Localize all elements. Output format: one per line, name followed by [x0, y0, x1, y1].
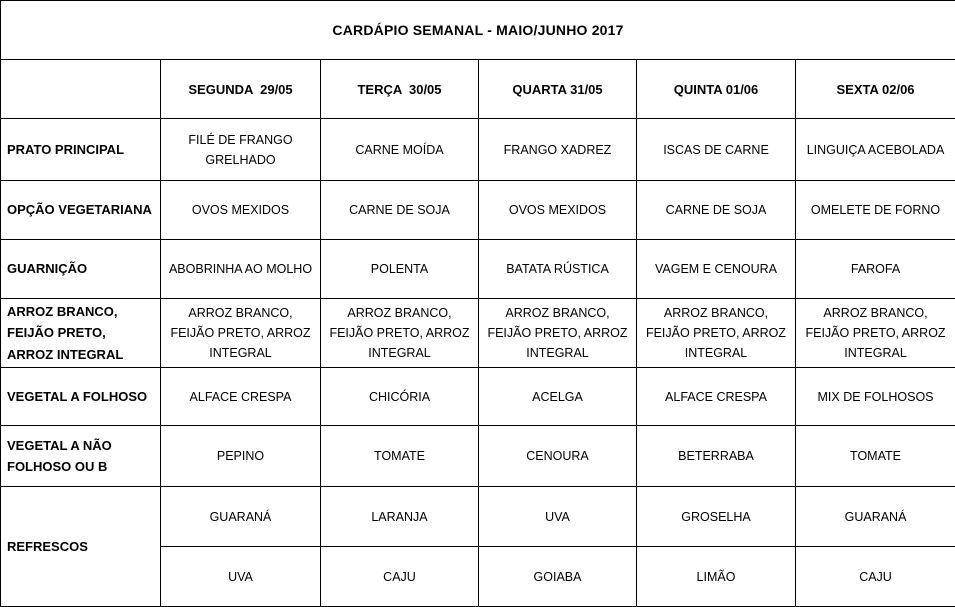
menu-cell: CARNE MOÍDA	[321, 119, 479, 181]
page-title: CARDÁPIO SEMANAL - MAIO/JUNHO 2017	[1, 1, 955, 60]
menu-cell: GOIABA	[479, 547, 637, 607]
row-vegetal-folhoso	[1, 368, 955, 426]
menu-cell: GUARANÁ	[161, 487, 321, 547]
menu-cell: LARANJA	[321, 487, 479, 547]
menu-cell: LINGUIÇA ACEBOLADA	[796, 119, 955, 181]
row-opcao-vegetariana	[1, 181, 955, 240]
menu-cell: CHICÓRIA	[321, 368, 479, 426]
row-label-vegetal-folhoso: VEGETAL A FOLHOSO	[1, 368, 161, 426]
menu-cell: CENOURA	[479, 426, 637, 487]
row-arroz-feijao	[1, 299, 955, 368]
menu-cell: GROSELHA	[637, 487, 796, 547]
menu-cell: FILÉ DE FRANGO GRELHADO	[161, 119, 321, 181]
day-header-quinta: QUINTA 01/06	[637, 60, 796, 119]
row-vegetal-nao-folhoso	[1, 426, 955, 487]
menu-cell: PEPINO	[161, 426, 321, 487]
row-label-opcao-vegetariana: OPÇÃO VEGETARIANA	[1, 181, 161, 240]
menu-cell: OMELETE DE FORNO	[796, 181, 955, 240]
menu-cell: UVA	[161, 547, 321, 607]
menu-cell: GUARANÁ	[796, 487, 955, 547]
menu-cell: ISCAS DE CARNE	[637, 119, 796, 181]
menu-cell: ABOBRINHA AO MOLHO	[161, 240, 321, 299]
menu-cell: ARROZ BRANCO, FEIJÃO PRETO, ARROZ INTEGRAL	[321, 299, 479, 368]
row-label-refrescos: REFRESCOS	[1, 487, 161, 607]
menu-cell: TOMATE	[321, 426, 479, 487]
menu-cell: UVA	[479, 487, 637, 547]
row-prato-principal	[1, 119, 955, 181]
menu-cell: BATATA RÚSTICA	[479, 240, 637, 299]
menu-cell: CAJU	[321, 547, 479, 607]
menu-cell: OVOS MEXIDOS	[161, 181, 321, 240]
corner-cell	[1, 60, 161, 119]
menu-cell: BETERRABA	[637, 426, 796, 487]
menu-cell: CARNE DE SOJA	[321, 181, 479, 240]
day-header-sexta: SEXTA 02/06	[796, 60, 955, 119]
menu-cell: ALFACE CRESPA	[637, 368, 796, 426]
menu-cell: ARROZ BRANCO, FEIJÃO PRETO, ARROZ INTEGRAL	[161, 299, 321, 368]
menu-cell: ACELGA	[479, 368, 637, 426]
menu-cell: CAJU	[796, 547, 955, 607]
menu-cell: ARROZ BRANCO, FEIJÃO PRETO, ARROZ INTEGRAL	[637, 299, 796, 368]
row-guarnicao	[1, 240, 955, 299]
menu-cell: FRANGO XADREZ	[479, 119, 637, 181]
day-header-segunda: SEGUNDA 29/05	[161, 60, 321, 119]
row-label-guarnicao: GUARNIÇÃO	[1, 240, 161, 299]
day-header-terca: TERÇA 30/05	[321, 60, 479, 119]
day-header-row	[1, 60, 955, 119]
title-row	[1, 1, 955, 60]
row-label-prato-principal: PRATO PRINCIPAL	[1, 119, 161, 181]
day-header-quarta: QUARTA 31/05	[479, 60, 637, 119]
menu-cell: OVOS MEXIDOS	[479, 181, 637, 240]
menu-cell: CARNE DE SOJA	[637, 181, 796, 240]
row-refrescos-1	[1, 487, 955, 547]
menu-cell: VAGEM E CENOURA	[637, 240, 796, 299]
row-label-arroz-feijao: ARROZ BRANCO, FEIJÃO PRETO, ARROZ INTEGRAL	[1, 299, 161, 368]
menu-cell: POLENTA	[321, 240, 479, 299]
menu-cell: ALFACE CRESPA	[161, 368, 321, 426]
menu-cell: LIMÃO	[637, 547, 796, 607]
menu-cell: ARROZ BRANCO, FEIJÃO PRETO, ARROZ INTEGRAL	[796, 299, 955, 368]
row-label-vegetal-nao-folhoso: VEGETAL A NÃO FOLHOSO OU B	[1, 426, 161, 487]
menu-cell: FAROFA	[796, 240, 955, 299]
menu-cell: TOMATE	[796, 426, 955, 487]
menu-cell: ARROZ BRANCO, FEIJÃO PRETO, ARROZ INTEGRAL	[479, 299, 637, 368]
menu-cell: MIX DE FOLHOSOS	[796, 368, 955, 426]
